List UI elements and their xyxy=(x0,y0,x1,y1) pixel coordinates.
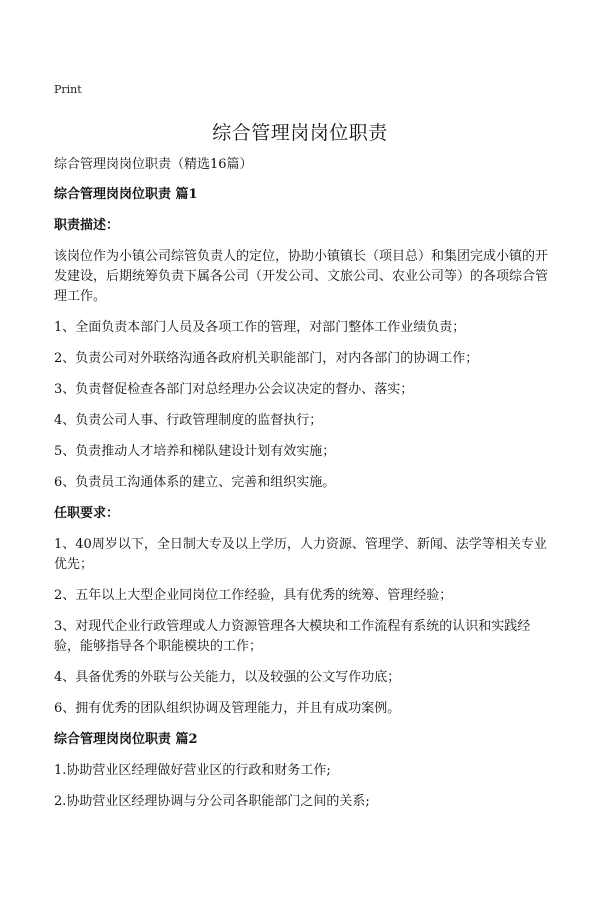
page-title: 综合管理岗岗位职责 xyxy=(212,122,388,144)
print-label[interactable]: Print xyxy=(54,83,82,96)
duty-description-heading: 职责描述： xyxy=(54,218,120,233)
requirement-item: 3、对现代企业行政管理或人力资源管理各大模块和工作流程有系统的认识和实践经验，能够指导各个职能模块的工作； xyxy=(54,619,531,654)
document-subtitle: 综合管理岗岗位职责（精选16篇） xyxy=(54,157,253,172)
section-1-title: 综合管理岗岗位职责 篇1 xyxy=(54,187,198,202)
requirement-item: 2、五年以上大型企业同岗位工作经验，具有优秀的统筹、管理经验； xyxy=(54,588,453,603)
requirement-item: 1、40周岁以下，全日制大专及以上学历，人力资源、管理学、新闻、法学等相关专业优先； xyxy=(54,537,547,572)
section-2-item: 2.协助营业区经理协调与分公司各职能部门之间的关系; xyxy=(54,794,370,809)
duty-item: 1、全面负责本部门人员及各项工作的管理，对部门整体工作业绩负责； xyxy=(54,320,466,335)
duty-item: 4、负责公司人事、行政管理制度的监督执行； xyxy=(54,413,323,428)
duty-item: 3、负责督促检查各部门对总经理办公会议决定的督办、落实； xyxy=(54,382,414,397)
duty-description-text: 该岗位作为小镇公司综管负责人的定位，协助小镇镇长（项目总）和集团完成小镇的开发建设，后期统筹负责下属各公司（开发公司、文旅公司、农业公司等）的各项综合管理工作。 xyxy=(54,249,549,304)
document-body xyxy=(54,155,554,823)
requirements-heading: 任职要求： xyxy=(54,506,120,521)
section-2-item: 1.协助营业区经理做好营业区的行政和财务工作; xyxy=(54,763,331,778)
section-2-title: 综合管理岗岗位职责 篇2 xyxy=(54,732,198,747)
duty-item: 6、负责员工沟通体系的建立、完善和组织实施。 xyxy=(54,475,336,490)
requirement-item: 4、具备优秀的外联与公关能力，以及较强的公文写作功底； xyxy=(54,670,401,685)
duty-item: 2、负责公司对外联络沟通各政府机关职能部门，对内各部门的协调工作； xyxy=(54,351,479,366)
requirement-item: 6、拥有优秀的团队组织协调及管理能力，并且有成功案例。 xyxy=(54,701,401,716)
duty-item: 5、负责推动人才培养和梯队建设计划有效实施； xyxy=(54,444,336,459)
